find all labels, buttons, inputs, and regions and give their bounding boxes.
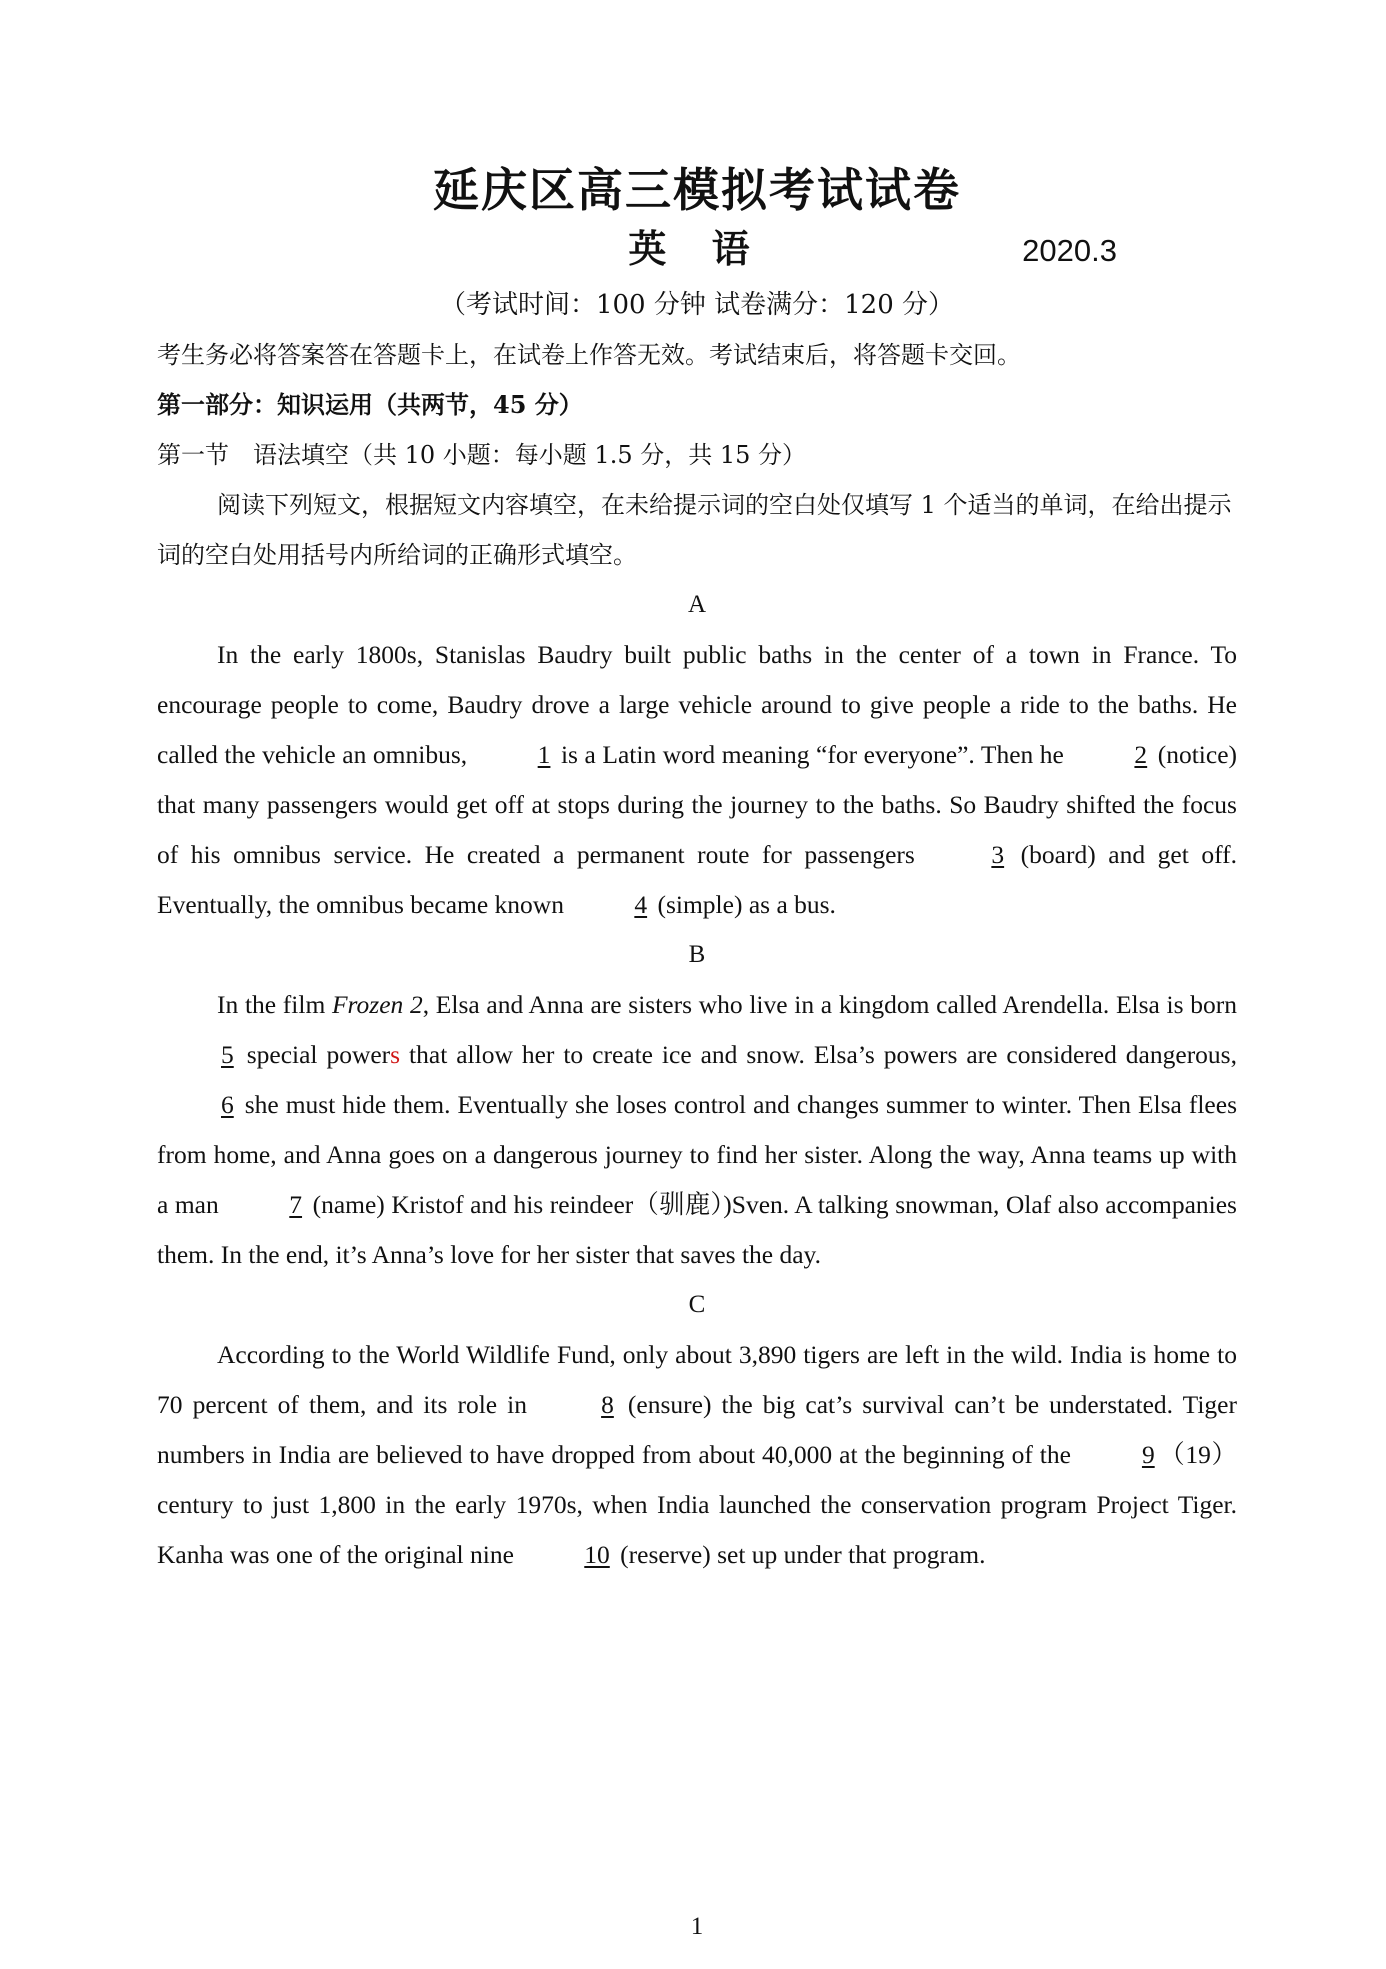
passage-c — [157, 1330, 1237, 1580]
passage-text: （19）century to just 1,800 in the early 1970s, when India launched the conservation program Project Tiger. Kanha was one of the original nine — [157, 1440, 1237, 1569]
blank-9: 9 — [1141, 1440, 1155, 1469]
blank-6: 6 — [221, 1090, 234, 1119]
passage-text: (reserve) set up under that program. — [613, 1540, 986, 1569]
passage-b — [157, 980, 1237, 1280]
passage-text: In the film — [217, 990, 332, 1019]
passage-a — [157, 630, 1237, 930]
passage-a-label: A — [687, 591, 707, 618]
blank-8: 8 — [601, 1390, 614, 1419]
exam-info: （考试时间：100 分钟 试卷满分：120 分） — [439, 290, 955, 320]
notice-text: 考生务必将答案答在答题卡上，在试卷上作答无效。考试结束后，将答题卡交回。 — [157, 341, 1021, 369]
passage-text: (simple) as a bus. — [651, 890, 836, 919]
exam-page — [157, 160, 1238, 1940]
passage-text: (board) and get off. Eventually, the omnibus became known — [157, 840, 1237, 919]
blank-3: 3 — [991, 840, 1005, 869]
exam-date: 2020.3 — [1022, 233, 1117, 268]
film-title: Frozen 2 — [331, 990, 423, 1019]
subtitle-row — [157, 220, 1237, 278]
passage-text: special power — [237, 1040, 391, 1069]
passage-b-label: B — [688, 941, 706, 968]
blank-7: 7 — [289, 1190, 303, 1219]
section1-title: 第一节 语法填空（共 10 小题：每小题 1.5 分，共 15 分） — [157, 441, 807, 469]
passage-c-label: C — [688, 1291, 706, 1318]
blank-4: 4 — [634, 890, 648, 919]
blank-2: 2 — [1134, 740, 1148, 769]
passage-text: In the early 1800s, Stanislas Baudry built public baths in the center of a town in France. To encourage people to come, Baudry drove a large vehicle around to give people a ride to the baths. He called the vehicle an omnibus, — [157, 640, 1237, 769]
exam-title: 延庆区高三模拟考试试卷 — [433, 163, 961, 217]
passage-text: (name) Kristof and his reindeer（驯鹿）)Sven. A talking snowman, Olaf also accompanies them. In the end, it’s Anna’s love for her sister that saves the day. — [157, 1190, 1237, 1269]
blank-1: 1 — [537, 740, 551, 769]
subject-label: 英 语 — [628, 226, 766, 271]
passage-text: , Elsa and Anna are sisters who live in a kingdom called Arendella. Elsa is born — [422, 990, 1237, 1019]
directions-text: 阅读下列短文，根据短文内容填空，在未给提示词的空白处仅填写 1 个适当的单词，在给出提示词的空白处用括号内所给词的正确形式填空。 — [157, 491, 1232, 569]
passage-text: (ensure) the big cat’s survival can’t be understated. Tiger numbers in India are believed to have dropped from about 40,000 at the beginning of the — [157, 1390, 1237, 1469]
part1-title: 第一部分：知识运用（共两节，45 分） — [157, 390, 583, 419]
passage-text: (notice) that many passengers would get off at stops during the journey to the baths. So Baudry shifted the focus of his omnibus service. He created a permanent route for passengers — [157, 740, 1238, 869]
page-number: 1 — [690, 1913, 704, 1940]
blank-5: 5 — [221, 1040, 234, 1069]
red-letter: s — [390, 1040, 401, 1069]
passage-text: she must hide them. Eventually she loses control and changes summer to winter. Then Elsa flees from home, and Anna goes on a dangerous journey to find her sister. Along the way, Anna teams up with a man — [157, 1090, 1237, 1219]
passage-text: According to the World Wildlife Fund, only about 3,890 tigers are left in the wild. India is home to 70 percent of them, and its role in — [157, 1340, 1237, 1419]
passage-text: is a Latin word meaning “for everyone”. Then he — [554, 740, 1071, 769]
blank-10: 10 — [584, 1540, 610, 1569]
passage-text: that allow her to create ice and snow. Elsa’s powers are considered dangerous, — [400, 1040, 1237, 1069]
